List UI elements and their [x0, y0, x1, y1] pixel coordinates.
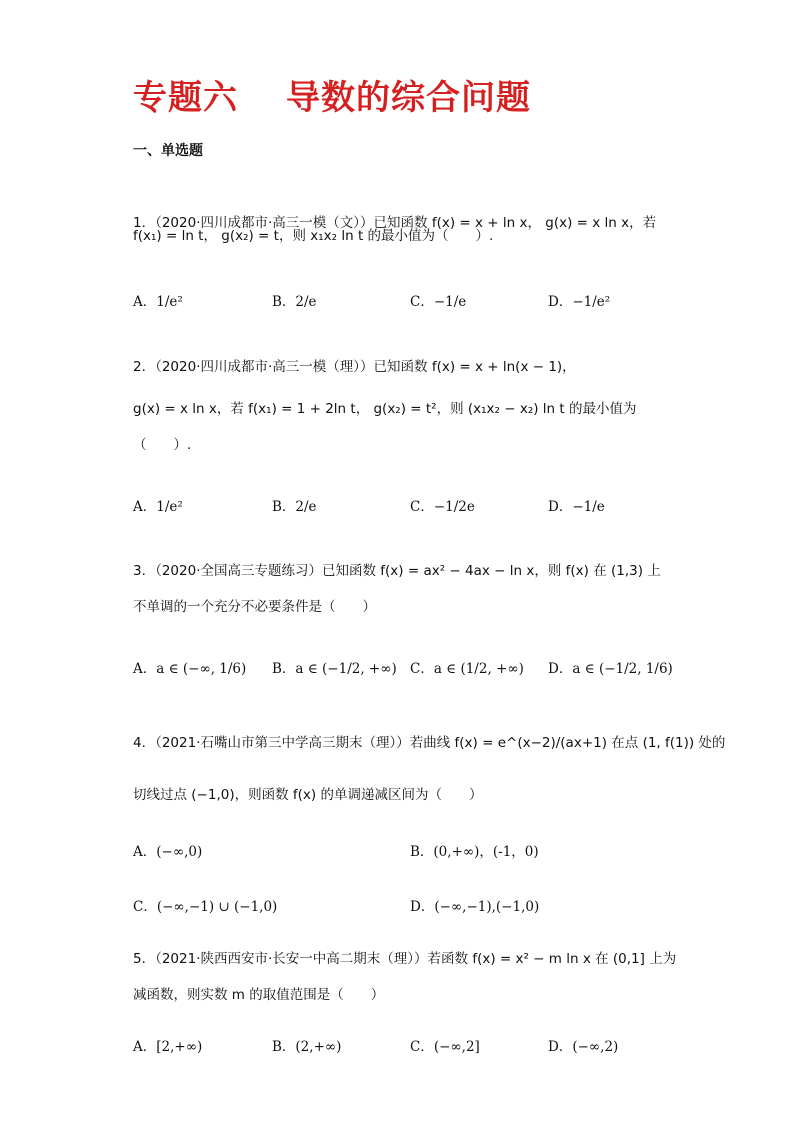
- q2-option-b: B．2/e: [272, 499, 317, 515]
- q4-option-c: C．(−∞,−1) ∪ (−1,0): [133, 899, 278, 915]
- page-title: [133, 70, 531, 119]
- q3-line-1: 3．（2020·全国高三专题练习）已知函数 f(x) = ax² − 4ax − ln x，则 f(x) 在 (1,3) 上: [133, 563, 661, 579]
- title-topic-name: 导数的综合问题: [286, 78, 531, 118]
- q1-option-b: B．2/e: [272, 294, 317, 310]
- q5-option-a: A．[2,+∞): [133, 1039, 203, 1055]
- q5-line-1: 5．（2021·陕西西安市·长安一中高二期末（理））若函数 f(x) = x² − m ln x 在 (0,1] 上为: [133, 951, 677, 967]
- q3-option-d: D．a ∈ (−1/2, 1/6): [548, 661, 673, 677]
- q1-line-2: f(x₁) = ln t， g(x₂) = t，则 x₁x₂ ln t 的最小值为（ ）.: [133, 228, 494, 244]
- q4-option-d: D．(−∞,−1),(−1,0): [410, 899, 540, 915]
- q2-option-c: C．−1/2e: [410, 499, 475, 515]
- q3-line-2: 不单调的一个充分不必要条件是（ ）: [133, 599, 376, 615]
- q4-option-a: A．(−∞,0): [133, 844, 203, 860]
- q3-option-b: B．a ∈ (−1/2, +∞): [272, 661, 397, 677]
- q2-option-d: D．−1/e: [548, 499, 605, 515]
- q4-line-2: 切线过点 (−1,0)，则函数 f(x) 的单调递减区间为（ ）: [133, 787, 483, 803]
- q3-option-c: C．a ∈ (1/2, +∞): [410, 661, 524, 677]
- q2-line-2: g(x) = x ln x，若 f(x₁) = 1 + 2ln t， g(x₂) = t²，则 (x₁x₂ − x₂) ln t 的最小值为: [133, 401, 637, 417]
- q4-option-b: B．(0,+∞)，(-1，0): [410, 844, 539, 860]
- q2-line-1: 2．（2020·四川成都市·高三一模（理））已知函数 f(x) = x + ln(x − 1)，: [133, 359, 576, 375]
- q5-option-d: D．(−∞,2): [548, 1039, 619, 1055]
- title-topic-number: 专题六: [133, 78, 238, 118]
- q5-option-b: B．(2,+∞): [272, 1039, 342, 1055]
- q5-line-2: 减函数，则实数 m 的取值范围是（ ）: [133, 987, 385, 1003]
- q3-option-a: A．a ∈ (−∞, 1/6): [133, 661, 247, 677]
- section-heading: 一、单选题: [133, 143, 203, 159]
- q2-line-3: （ ）.: [133, 437, 192, 453]
- q1-line-1: 1．（2020·四川成都市·高三一模（文））已知函数 f(x) = x + ln x， g(x) = x ln x，若: [133, 215, 657, 231]
- q2-option-a: A．1/e²: [133, 499, 183, 515]
- q4-line-1: 4．（2021·石嘴山市第三中学高三期末（理））若曲线 f(x) = e^(x−2)/(ax+1) 在点 (1, f(1)) 处的: [133, 735, 726, 751]
- q5-option-c: C．(−∞,2]: [410, 1039, 480, 1055]
- q1-option-d: D．−1/e²: [548, 294, 611, 310]
- q1-option-a: A．1/e²: [133, 294, 183, 310]
- q1-option-c: C．−1/e: [410, 294, 467, 310]
